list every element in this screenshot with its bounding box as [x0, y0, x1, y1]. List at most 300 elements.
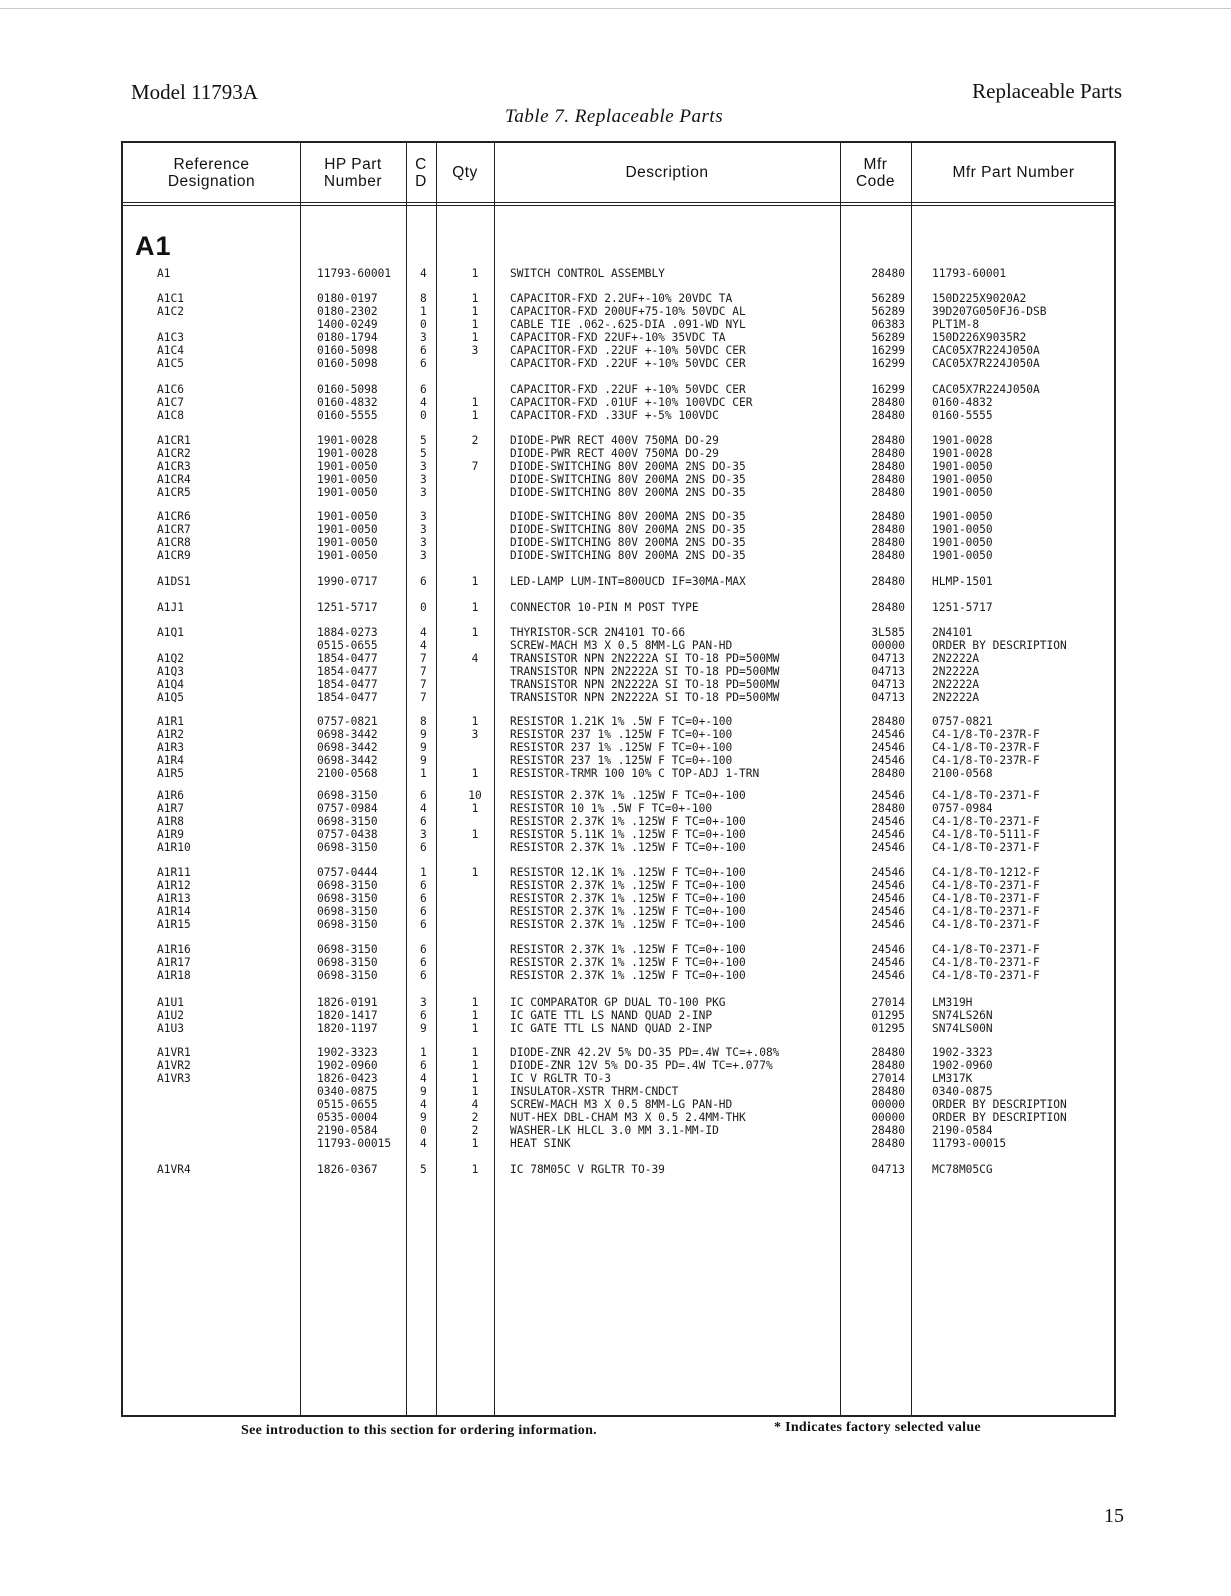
cell-desc: RESISTOR 1.21K 1% .5W F TC=0+-100 [510, 715, 733, 728]
table-row [123, 510, 1118, 523]
cell-hp: 0698-3150 [317, 943, 378, 956]
cell-cd: 4 [420, 267, 427, 280]
col-header-mfr-code: Mfr Code [855, 155, 896, 190]
table-row [123, 767, 1118, 780]
cell-mpn: CAC05X7R224J050A [932, 344, 1040, 357]
cell-cd: 3 [420, 536, 427, 549]
col-header-qty: Qty [452, 164, 478, 181]
cell-cd: 4 [420, 802, 427, 815]
table-row [123, 815, 1118, 828]
cell-mfr: 24546 [871, 905, 905, 918]
cell-mfr: 24546 [871, 969, 905, 982]
cell-mfr: 24546 [871, 754, 905, 767]
cell-desc: CAPACITOR-FXD .33UF +-5% 100VDC [510, 409, 719, 422]
cell-qty: 1 [471, 828, 479, 841]
cell-hp: 1901-0050 [317, 536, 378, 549]
table-row [123, 1085, 1118, 1098]
cell-hp: 0698-3442 [317, 754, 378, 767]
cell-ref: A1C4 [157, 344, 184, 357]
cell-qty: 1 [471, 318, 479, 331]
table-row [123, 626, 1118, 639]
cell-ref: A1VR3 [157, 1072, 191, 1085]
cell-mfr: 28480 [871, 434, 905, 447]
cell-mpn: C4-1/8-T0-2371-F [932, 892, 1040, 905]
cell-hp: 1901-0050 [317, 510, 378, 523]
cell-cd: 1 [420, 305, 427, 318]
cell-mfr: 28480 [871, 1124, 905, 1137]
cell-mpn: SN74LS26N [932, 1009, 993, 1022]
cell-mfr: 16299 [871, 357, 905, 370]
cell-mpn: 1901-0050 [932, 486, 993, 499]
cell-cd: 8 [420, 292, 427, 305]
cell-mfr: 28480 [871, 267, 905, 280]
cell-hp: 1854-0477 [317, 678, 378, 691]
table-row [123, 943, 1118, 956]
cell-mfr: 01295 [871, 1022, 905, 1035]
cell-cd: 6 [420, 918, 427, 931]
cell-ref: A1R6 [157, 789, 184, 802]
cell-hp: 1990-0717 [317, 575, 378, 588]
cell-qty: 1 [471, 715, 479, 728]
cell-desc: IC GATE TTL LS NAND QUAD 2-INP [510, 1022, 713, 1035]
cell-ref: A1VR1 [157, 1046, 191, 1059]
cell-mfr: 04713 [871, 1163, 905, 1176]
table-row [123, 447, 1118, 460]
cell-cd: 7 [420, 665, 427, 678]
cell-ref: A1R2 [157, 728, 184, 741]
table-row [123, 905, 1118, 918]
cell-mfr: 24546 [871, 866, 905, 879]
cell-cd: 1 [420, 866, 427, 879]
table-row [123, 549, 1118, 562]
cell-mpn: 0757-0821 [932, 715, 993, 728]
cell-qty: 4 [471, 1098, 479, 1111]
cell-ref: A1C2 [157, 305, 184, 318]
cell-cd: 1 [420, 1046, 427, 1059]
cell-hp: 0757-0821 [317, 715, 378, 728]
cell-cd: 4 [420, 639, 427, 652]
cell-mfr: 28480 [871, 460, 905, 473]
cell-cd: 5 [420, 447, 427, 460]
header-rule [123, 202, 1114, 203]
cell-mfr: 56289 [871, 305, 905, 318]
cell-hp: 0160-5098 [317, 383, 378, 396]
header-rule-second [123, 205, 1114, 206]
cell-qty: 1 [471, 802, 479, 815]
cell-cd: 6 [420, 357, 427, 370]
cell-desc: RESISTOR 2.37K 1% .125W F TC=0+-100 [510, 815, 746, 828]
cell-mpn: C4-1/8-T0-2371-F [932, 969, 1040, 982]
table-row [123, 866, 1118, 879]
cell-ref: A1R4 [157, 754, 184, 767]
cell-cd: 3 [420, 486, 427, 499]
cell-desc: RESISTOR 237 1% .125W F TC=0+-100 [510, 754, 733, 767]
table-row [123, 691, 1118, 704]
cell-desc: INSULATOR-XSTR THRM-CNDCT [510, 1085, 679, 1098]
cell-desc: RESISTOR 2.37K 1% .125W F TC=0+-100 [510, 789, 746, 802]
cell-desc: CAPACITOR-FXD .22UF +-10% 50VDC CER [510, 357, 746, 370]
cell-hp: 0698-3150 [317, 892, 378, 905]
cell-mfr: 27014 [871, 1072, 905, 1085]
cell-mfr: 28480 [871, 1046, 905, 1059]
cell-ref: A1Q1 [157, 626, 184, 639]
cell-mfr: 24546 [871, 828, 905, 841]
col-header-hp-part: HP Part Number [323, 155, 383, 190]
cell-desc: TRANSISTOR NPN 2N2222A SI TO-18 PD=500MW [510, 678, 780, 691]
cell-hp: 0698-3150 [317, 918, 378, 931]
cell-desc: RESISTOR-TRMR 100 10% C TOP-ADJ 1-TRN [510, 767, 760, 780]
table-row [123, 741, 1118, 754]
cell-qty: 1 [471, 1163, 479, 1176]
cell-hp: 1854-0477 [317, 652, 378, 665]
cell-desc: IC COMPARATOR GP DUAL TO-100 PKG [510, 996, 726, 1009]
cell-qty: 1 [471, 1009, 479, 1022]
cell-cd: 3 [420, 510, 427, 523]
cell-cd: 7 [420, 652, 427, 665]
cell-mfr: 28480 [871, 536, 905, 549]
col-header-description: Description [625, 164, 709, 181]
cell-mpn: LM319H [932, 996, 973, 1009]
cell-desc: DIODE-SWITCHING 80V 200MA 2NS DO-35 [510, 523, 746, 536]
cell-mfr: 28480 [871, 523, 905, 536]
cell-desc: NUT-HEX DBL-CHAM M3 X 0.5 2.4MM-THK [510, 1111, 746, 1124]
cell-desc: TRANSISTOR NPN 2N2222A SI TO-18 PD=500MW [510, 665, 780, 678]
cell-cd: 4 [420, 626, 427, 639]
cell-mfr: 04713 [871, 691, 905, 704]
cell-mfr: 3L585 [871, 626, 905, 639]
cell-desc: RESISTOR 2.37K 1% .125W F TC=0+-100 [510, 841, 746, 854]
table-row [123, 318, 1118, 331]
cell-desc: IC V RGLTR TO-3 [510, 1072, 612, 1085]
table-row [123, 996, 1118, 1009]
top-rule [0, 8, 1231, 9]
table-row [123, 1022, 1118, 1035]
cell-mpn: C4-1/8-T0-237R-F [932, 754, 1040, 767]
cell-hp: 0698-3442 [317, 741, 378, 754]
cell-desc: CAPACITOR-FXD 200UF+75-10% 50VDC AL [510, 305, 746, 318]
cell-desc: RESISTOR 2.37K 1% .125W F TC=0+-100 [510, 892, 746, 905]
cell-ref: A1C3 [157, 331, 184, 344]
cell-cd: 3 [420, 549, 427, 562]
table-row [123, 1072, 1118, 1085]
cell-mfr: 28480 [871, 447, 905, 460]
cell-ref: A1R8 [157, 815, 184, 828]
cell-ref: A1C8 [157, 409, 184, 422]
cell-desc: LED-LAMP LUM-INT=800UCD IF=30MA-MAX [510, 575, 746, 588]
cell-desc: DIODE-SWITCHING 80V 200MA 2NS DO-35 [510, 473, 746, 486]
table-row [123, 678, 1118, 691]
cell-cd: 5 [420, 434, 427, 447]
cell-qty: 4 [471, 652, 479, 665]
table-row [123, 331, 1118, 344]
parts-table [121, 141, 1116, 1417]
cell-qty: 1 [471, 1046, 479, 1059]
cell-desc: TRANSISTOR NPN 2N2222A SI TO-18 PD=500MW [510, 691, 780, 704]
cell-mpn: HLMP-1501 [932, 575, 993, 588]
cell-mpn: 1901-0050 [932, 536, 993, 549]
cell-cd: 9 [420, 741, 427, 754]
cell-hp: 0698-3150 [317, 879, 378, 892]
cell-hp: 11793-60001 [317, 267, 392, 280]
cell-mfr: 24546 [871, 728, 905, 741]
cell-desc: DIODE-SWITCHING 80V 200MA 2NS DO-35 [510, 536, 746, 549]
cell-ref: A1Q2 [157, 652, 184, 665]
table-row [123, 523, 1118, 536]
cell-mpn: C4-1/8-T0-2371-F [932, 956, 1040, 969]
cell-ref: A1VR4 [157, 1163, 191, 1176]
cell-hp: 1884-0273 [317, 626, 378, 639]
cell-qty: 1 [471, 1059, 479, 1072]
cell-hp: 1901-0050 [317, 473, 378, 486]
cell-mfr: 24546 [871, 789, 905, 802]
cell-hp: 0698-3442 [317, 728, 378, 741]
cell-ref: A1R12 [157, 879, 191, 892]
cell-desc: RESISTOR 2.37K 1% .125W F TC=0+-100 [510, 956, 746, 969]
table-row [123, 665, 1118, 678]
cell-desc: HEAT SINK [510, 1137, 571, 1150]
cell-qty: 1 [471, 1072, 479, 1085]
cell-mpn: C4-1/8-T0-1212-F [932, 866, 1040, 879]
cell-desc: RESISTOR 237 1% .125W F TC=0+-100 [510, 728, 733, 741]
cell-desc: CABLE TIE .062-.625-DIA .091-WD NYL [510, 318, 746, 331]
cell-mpn: 1901-0028 [932, 434, 993, 447]
cell-mpn: 2100-0568 [932, 767, 993, 780]
cell-desc: DIODE-SWITCHING 80V 200MA 2NS DO-35 [510, 486, 746, 499]
table-row [123, 344, 1118, 357]
cell-hp: 1902-3323 [317, 1046, 378, 1059]
cell-mfr: 28480 [871, 575, 905, 588]
cell-ref: A1VR2 [157, 1059, 191, 1072]
table-row [123, 789, 1118, 802]
cell-hp: 1901-0028 [317, 434, 378, 447]
cell-ref: A1CR4 [157, 473, 191, 486]
cell-hp: 0180-1794 [317, 331, 378, 344]
cell-ref: A1 [157, 267, 171, 280]
cell-mfr: 24546 [871, 879, 905, 892]
col-header-mfr-part-number: Mfr Part Number [952, 164, 1075, 181]
cell-mpn: 1901-0050 [932, 549, 993, 562]
cell-mfr: 28480 [871, 486, 905, 499]
cell-mpn: 11793-60001 [932, 267, 1007, 280]
cell-cd: 7 [420, 678, 427, 691]
cell-hp: 1901-0028 [317, 447, 378, 460]
cell-mpn: 2N2222A [932, 652, 980, 665]
cell-desc: CAPACITOR-FXD .22UF +-10% 50VDC CER [510, 344, 746, 357]
cell-mfr: 28480 [871, 409, 905, 422]
cell-mfr: 56289 [871, 292, 905, 305]
cell-qty: 1 [471, 396, 479, 409]
cell-cd: 3 [420, 331, 427, 344]
cell-qty: 1 [471, 1085, 479, 1098]
table-row [123, 473, 1118, 486]
factory-note: * Indicates factory selected value [774, 1420, 981, 1435]
cell-mpn: C4-1/8-T0-2371-F [932, 815, 1040, 828]
table-row [123, 892, 1118, 905]
cell-hp: 1400-0249 [317, 318, 378, 331]
cell-mfr: 28480 [871, 473, 905, 486]
cell-mfr: 28480 [871, 1137, 905, 1150]
cell-mfr: 28480 [871, 767, 905, 780]
cell-desc: THYRISTOR-SCR 2N4101 TO-66 [510, 626, 686, 639]
cell-mpn: 1901-0050 [932, 523, 993, 536]
cell-qty: 1 [471, 331, 479, 344]
table-row [123, 1009, 1118, 1022]
cell-hp: 1854-0477 [317, 665, 378, 678]
cell-hp: 1820-1417 [317, 1009, 378, 1022]
cell-mpn: 150D225X9020A2 [932, 292, 1027, 305]
cell-hp: 1901-0050 [317, 460, 378, 473]
cell-mfr: 28480 [871, 601, 905, 614]
cell-mpn: 1901-0028 [932, 447, 993, 460]
cell-cd: 6 [420, 969, 427, 982]
cell-mpn: ORDER BY DESCRIPTION [932, 1098, 1067, 1111]
cell-hp: 1820-1197 [317, 1022, 378, 1035]
cell-hp: 0757-0444 [317, 866, 378, 879]
cell-ref: A1R16 [157, 943, 191, 956]
table-row [123, 486, 1118, 499]
cell-mpn: MC78M05CG [932, 1163, 993, 1176]
cell-mpn: C4-1/8-T0-237R-F [932, 728, 1040, 741]
cell-cd: 9 [420, 728, 427, 741]
cell-cd: 3 [420, 460, 427, 473]
cell-qty: 10 [468, 789, 482, 802]
cell-mpn: 2N2222A [932, 665, 980, 678]
cell-cd: 0 [420, 1124, 427, 1137]
cell-mpn: CAC05X7R224J050A [932, 383, 1040, 396]
cell-cd: 6 [420, 905, 427, 918]
cell-cd: 6 [420, 383, 427, 396]
cell-ref: A1R17 [157, 956, 191, 969]
cell-ref: A1U2 [157, 1009, 184, 1022]
cell-desc: CAPACITOR-FXD 22UF+-10% 35VDC TA [510, 331, 726, 344]
cell-desc: DIODE-PWR RECT 400V 750MA DO-29 [510, 434, 719, 447]
cell-hp: 1826-0423 [317, 1072, 378, 1085]
cell-hp: 0757-0984 [317, 802, 378, 815]
cell-cd: 6 [420, 956, 427, 969]
cell-mpn: C4-1/8-T0-2371-F [932, 905, 1040, 918]
cell-desc: DIODE-SWITCHING 80V 200MA 2NS DO-35 [510, 510, 746, 523]
cell-desc: RESISTOR 12.1K 1% .125W F TC=0+-100 [510, 866, 746, 879]
cell-mpn: C4-1/8-T0-237R-F [932, 741, 1040, 754]
cell-cd: 5 [420, 1163, 427, 1176]
cell-mpn: 150D226X9035R2 [932, 331, 1027, 344]
cell-qty: 2 [471, 1124, 479, 1137]
cell-cd: 0 [420, 318, 427, 331]
cell-cd: 6 [420, 815, 427, 828]
table-row [123, 1059, 1118, 1072]
cell-ref: A1CR2 [157, 447, 191, 460]
cell-ref: A1U1 [157, 996, 184, 1009]
cell-hp: 0160-5098 [317, 344, 378, 357]
cell-mpn: C4-1/8-T0-2371-F [932, 943, 1040, 956]
cell-hp: 2100-0568 [317, 767, 378, 780]
cell-cd: 8 [420, 715, 427, 728]
cell-cd: 6 [420, 344, 427, 357]
cell-ref: A1C7 [157, 396, 184, 409]
cell-hp: 1901-0050 [317, 549, 378, 562]
cell-qty: 1 [471, 626, 479, 639]
cell-cd: 4 [420, 396, 427, 409]
cell-mpn: 2190-0584 [932, 1124, 993, 1137]
cell-mpn: ORDER BY DESCRIPTION [932, 1111, 1067, 1124]
cell-mpn: LM317K [932, 1072, 973, 1085]
table-row [123, 1124, 1118, 1137]
cell-mfr: 28480 [871, 1059, 905, 1072]
cell-desc: SCREW-MACH M3 X 0.5 8MM-LG PAN-HD [510, 639, 733, 652]
cell-hp: 1901-0050 [317, 523, 378, 536]
cell-hp: 0698-3150 [317, 956, 378, 969]
cell-mfr: 56289 [871, 331, 905, 344]
cell-mfr: 06383 [871, 318, 905, 331]
cell-qty: 1 [471, 292, 479, 305]
table-row [123, 1163, 1118, 1176]
cell-desc: TRANSISTOR NPN 2N2222A SI TO-18 PD=500MW [510, 652, 780, 665]
table-row [123, 652, 1118, 665]
cell-cd: 9 [420, 1085, 427, 1098]
cell-desc: RESISTOR 10 1% .5W F TC=0+-100 [510, 802, 713, 815]
model-header: Model 11793A [131, 80, 258, 104]
cell-ref: A1J1 [157, 601, 184, 614]
cell-mpn: 1901-0050 [932, 510, 993, 523]
section-header: Replaceable Parts [972, 79, 1122, 103]
cell-cd: 4 [420, 1137, 427, 1150]
cell-desc: DIODE-SWITCHING 80V 200MA 2NS DO-35 [510, 460, 746, 473]
cell-mpn: C4-1/8-T0-2371-F [932, 918, 1040, 931]
table-row [123, 305, 1118, 318]
cell-cd: 6 [420, 892, 427, 905]
cell-desc: WASHER-LK HLCL 3.0 MM 3.1-MM-ID [510, 1124, 719, 1137]
cell-cd: 9 [420, 1111, 427, 1124]
cell-hp: 0180-2302 [317, 305, 378, 318]
cell-mpn: 0160-4832 [932, 396, 993, 409]
cell-cd: 6 [420, 1059, 427, 1072]
cell-mfr: 04713 [871, 652, 905, 665]
table-row [123, 460, 1118, 473]
cell-ref: A1R1 [157, 715, 184, 728]
cell-cd: 7 [420, 691, 427, 704]
cell-mfr: 00000 [871, 1098, 905, 1111]
table-row [123, 728, 1118, 741]
cell-mfr: 00000 [871, 639, 905, 652]
cell-mfr: 04713 [871, 678, 905, 691]
cell-cd: 3 [420, 828, 427, 841]
cell-ref: A1R5 [157, 767, 184, 780]
cell-hp: 1854-0477 [317, 691, 378, 704]
cell-ref: A1R9 [157, 828, 184, 841]
table-row [123, 918, 1118, 931]
cell-qty: 1 [471, 996, 479, 1009]
cell-mfr: 24546 [871, 943, 905, 956]
cell-cd: 4 [420, 1072, 427, 1085]
table-row [123, 434, 1118, 447]
cell-cd: 0 [420, 601, 427, 614]
table-row [123, 639, 1118, 652]
cell-qty: 1 [471, 601, 479, 614]
cell-ref: A1Q4 [157, 678, 184, 691]
cell-mpn: 1902-3323 [932, 1046, 993, 1059]
cell-desc: SCREW-MACH M3 X 0.5 8MM-LG PAN-HD [510, 1098, 733, 1111]
table-row [123, 575, 1118, 588]
table-row [123, 1111, 1118, 1124]
cell-mfr: 16299 [871, 383, 905, 396]
cell-ref: A1U3 [157, 1022, 184, 1035]
table-row [123, 754, 1118, 767]
table-caption: Table 7. Replaceable Parts [505, 106, 724, 127]
cell-hp: 0180-0197 [317, 292, 378, 305]
cell-mpn: C4-1/8-T0-2371-F [932, 879, 1040, 892]
cell-mfr: 24546 [871, 815, 905, 828]
cell-ref: A1R3 [157, 741, 184, 754]
